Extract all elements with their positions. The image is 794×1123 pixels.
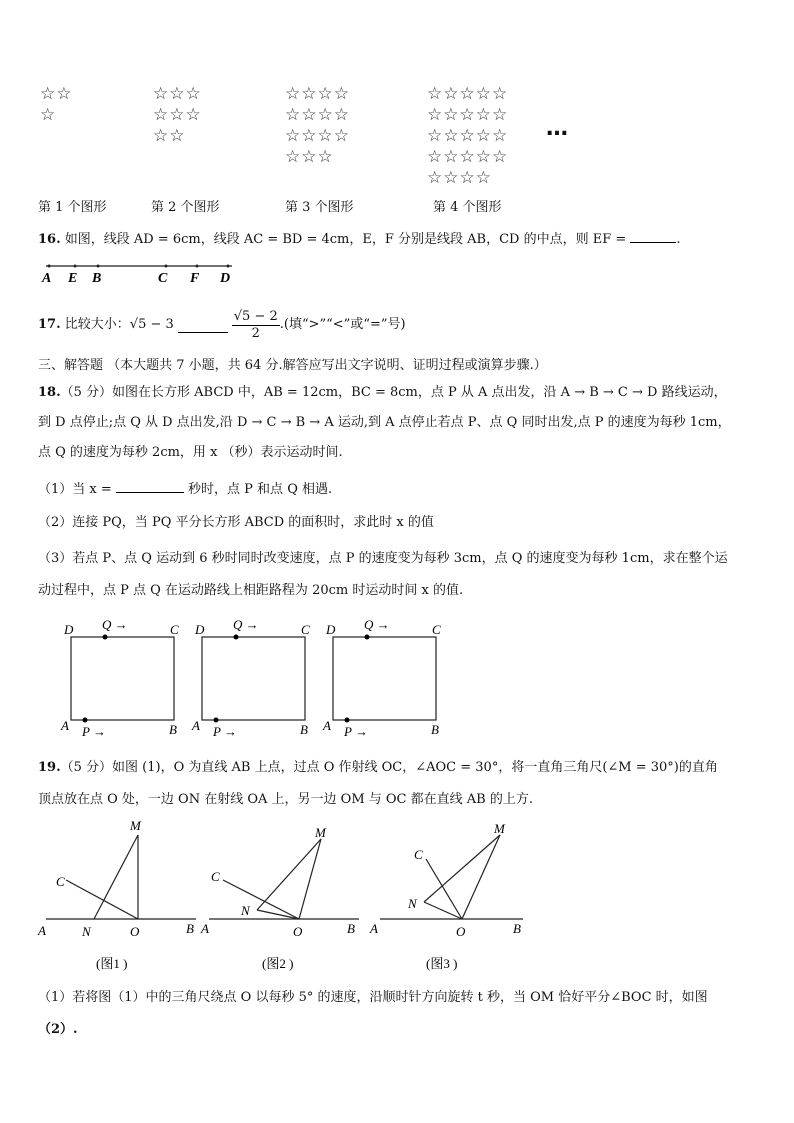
vertex-label-C: C xyxy=(301,622,310,637)
point-dot xyxy=(165,265,168,268)
figure-caption-4: 第 4 个图形 xyxy=(433,200,502,215)
label-p-arrow: P → xyxy=(344,724,368,739)
label-q-arrow: Q → xyxy=(233,617,259,632)
rectangle xyxy=(202,637,305,720)
question-line: （5 分）如图在长方形 ABCD 中，AB = 12cm，BC = 8cm，点 P 从 A 点出发，沿 A → B → C → D 路线运动， xyxy=(60,385,727,400)
question-18 xyxy=(38,383,731,463)
triangle-on xyxy=(257,910,299,919)
angle-figure-1 xyxy=(37,818,196,939)
rectangle-figure-2 xyxy=(191,617,310,739)
ray-oc xyxy=(426,859,462,919)
label-q-arrow: Q → xyxy=(364,617,390,632)
label-B: B xyxy=(347,921,355,936)
star-row: ☆☆☆☆ xyxy=(285,126,350,146)
vertex-label-B: B xyxy=(300,722,308,737)
label-A: A xyxy=(38,923,46,938)
q19-sub1 xyxy=(38,988,708,1040)
label-N: N xyxy=(241,903,250,918)
label-C: C xyxy=(56,874,65,889)
section-heading: 三、解答题 （本大题共 7 小题，共 64 分.解答应写出文字说明、证明过程或演算步骤.） xyxy=(38,358,547,373)
figure-caption-3: (图3 ) xyxy=(426,956,458,971)
figure-caption-2: (图2 ) xyxy=(262,956,294,971)
triangle-om xyxy=(462,835,500,919)
label-O: O xyxy=(456,924,466,939)
figure-caption-3: 第 3 个图形 xyxy=(285,200,354,215)
point-label-F: F xyxy=(190,271,200,286)
question-line: 顶点放在点 O 处，一边 ON 在射线 OA 上，另一边 OM 与 OC 都在直线 AB 的上方. xyxy=(38,792,533,807)
star-row: ☆ xyxy=(40,105,57,125)
question-number: 19. xyxy=(38,760,61,775)
label-B: B xyxy=(186,921,194,936)
figure-caption-1: (图1 ) xyxy=(96,956,128,971)
label-M: M xyxy=(494,821,505,836)
sub-text: （1）当 x = xyxy=(38,482,112,497)
vertex-label-A: A xyxy=(61,718,69,733)
star-row: ☆☆ xyxy=(153,126,186,146)
sub-line: （3）若点 P、点 Q 运动到 6 秒时同时改变速度，点 P 的速度变为每秒 3cm，点 Q 的速度变为每秒 1cm，求在整个运 xyxy=(38,551,728,566)
star-ellipsis: … xyxy=(546,116,568,141)
vertex-label-A: A xyxy=(323,718,331,733)
sub-text: 秒时，点 P 和点 Q 相遇. xyxy=(188,482,333,497)
point-p xyxy=(83,718,88,723)
figure-caption-1: 第 1 个图形 xyxy=(38,200,107,215)
star-figure-4 xyxy=(427,84,508,189)
rectangle-figures xyxy=(56,612,456,742)
label-q-arrow: Q → xyxy=(102,617,128,632)
star-figure-1 xyxy=(40,84,72,126)
ray-oc xyxy=(223,880,299,919)
star-row: ☆☆☆☆☆ xyxy=(427,105,509,125)
vertex-label-D: D xyxy=(195,622,205,637)
label-C: C xyxy=(414,847,423,862)
sub-line: （1）若将图（1）中的三角尺绕点 O 以每秒 5° 的速度，沿顺时针方向旋转 t 秒，当 OM 恰好平分∠BOC 时，如图 xyxy=(38,990,708,1005)
point-p xyxy=(345,718,350,723)
label-M: M xyxy=(315,825,326,840)
figure-caption-2: 第 2 个图形 xyxy=(151,200,220,215)
angle-figures xyxy=(34,815,534,975)
rectangle xyxy=(71,637,174,720)
label-N: N xyxy=(82,924,91,939)
vertex-label-C: C xyxy=(170,622,179,637)
star-row: ☆☆☆☆ xyxy=(427,168,492,188)
label-O: O xyxy=(293,924,303,939)
question-text: 如图，线段 AD = 6cm，线段 AC = BD = 4cm，E，F 分别是线段 AB，CD 的中点，则 EF = xyxy=(64,232,627,247)
star-row: ☆☆☆☆ xyxy=(285,84,350,104)
ray-oc xyxy=(66,880,138,919)
question-line: 到 D 点停止;点 Q 从 D 点出发,沿 D → C → B → A 运动,到 A 点停止若点 P、点 Q 同时出发,点 P 的速度为每秒 1cm， xyxy=(38,415,731,430)
vertex-label-C: C xyxy=(432,622,441,637)
label-B: B xyxy=(513,921,521,936)
point-dot xyxy=(196,265,199,268)
rectangle xyxy=(333,637,436,720)
vertex-label-B: B xyxy=(431,722,439,737)
fraction-denominator: 2 xyxy=(251,325,260,341)
sub-line: 动过程中，点 P 点 Q 在运动路线上相距路程为 20cm 时运动时间 x 的值. xyxy=(38,583,464,598)
question-number: 17. xyxy=(38,317,61,332)
star-figure-3 xyxy=(285,84,350,168)
question-prefix: 比较大小： xyxy=(64,317,130,332)
rectangle-figure-3 xyxy=(322,617,441,739)
fraction xyxy=(232,309,280,342)
question-number: 16. xyxy=(38,232,61,247)
angle-figure-3 xyxy=(369,821,523,939)
star-figure-2 xyxy=(153,84,202,147)
star-row: ☆☆☆☆ xyxy=(285,105,350,125)
label-M: M xyxy=(130,818,141,833)
point-dot xyxy=(74,265,77,268)
expression-1: √5 − 3 xyxy=(129,317,174,332)
label-N: N xyxy=(408,896,417,911)
label-C: C xyxy=(211,869,220,884)
answer-blank[interactable] xyxy=(630,228,676,243)
triangle-nm xyxy=(94,835,138,919)
point-label-D: D xyxy=(220,271,231,286)
fraction-numerator: √5 − 2 xyxy=(233,308,278,324)
q18-sub1 xyxy=(38,478,332,500)
point-dot xyxy=(48,265,51,268)
star-row: ☆☆ xyxy=(40,84,73,104)
star-row: ☆☆☆ xyxy=(285,147,334,167)
label-A: A xyxy=(201,921,209,936)
answer-blank[interactable] xyxy=(178,318,228,333)
point-label-C: C xyxy=(158,271,168,286)
star-row: ☆☆☆☆☆ xyxy=(427,84,509,104)
label-A: A xyxy=(370,921,378,936)
vertex-label-D: D xyxy=(326,622,336,637)
vertex-label-B: B xyxy=(169,722,177,737)
q18-sub3 xyxy=(38,549,728,601)
star-row: ☆☆☆☆☆ xyxy=(427,126,509,146)
question-17 xyxy=(38,305,406,345)
triangle-nm xyxy=(424,835,500,902)
point-dot xyxy=(97,265,100,268)
label-O: O xyxy=(130,924,140,939)
star-row: ☆☆☆ xyxy=(153,84,202,104)
vertex-label-A: A xyxy=(192,718,200,733)
question-suffix: .(填“>”“<”或“=”号) xyxy=(279,317,406,332)
point-p xyxy=(214,718,219,723)
point-q xyxy=(234,635,239,640)
period: . xyxy=(676,232,681,247)
segment-diagram xyxy=(40,258,240,286)
vertex-label-D: D xyxy=(64,622,74,637)
question-16 xyxy=(38,228,681,250)
sub-line: （2）. xyxy=(38,1022,78,1037)
star-row: ☆☆☆☆☆ xyxy=(427,147,509,167)
question-number: 18. xyxy=(38,385,61,400)
point-label-A: A xyxy=(42,271,52,286)
point-q xyxy=(103,635,108,640)
label-p-arrow: P → xyxy=(213,724,237,739)
star-row: ☆☆☆ xyxy=(153,105,202,125)
point-label-B: B xyxy=(92,271,102,286)
question-19 xyxy=(38,758,718,810)
question-line: （5 分）如图 (1)，O 为直线 AB 上点，过点 O 作射线 OC，∠AOC = 30°，将一直角三角尺(∠M = 30°)的直角 xyxy=(60,760,718,775)
label-p-arrow: P → xyxy=(82,724,106,739)
q18-sub2: （2）连接 PQ，当 PQ 平分长方形 ABCD 的面积时，求此时 x 的值 xyxy=(38,515,434,530)
angle-figure-2 xyxy=(200,825,359,939)
point-label-E: E xyxy=(68,271,78,286)
rectangle-figure-1 xyxy=(60,617,179,739)
question-line: 点 Q 的速度为每秒 2cm，用 x （秒）表示运动时间. xyxy=(38,445,343,460)
point-dot xyxy=(227,265,230,268)
answer-blank[interactable] xyxy=(116,478,184,493)
point-q xyxy=(365,635,370,640)
